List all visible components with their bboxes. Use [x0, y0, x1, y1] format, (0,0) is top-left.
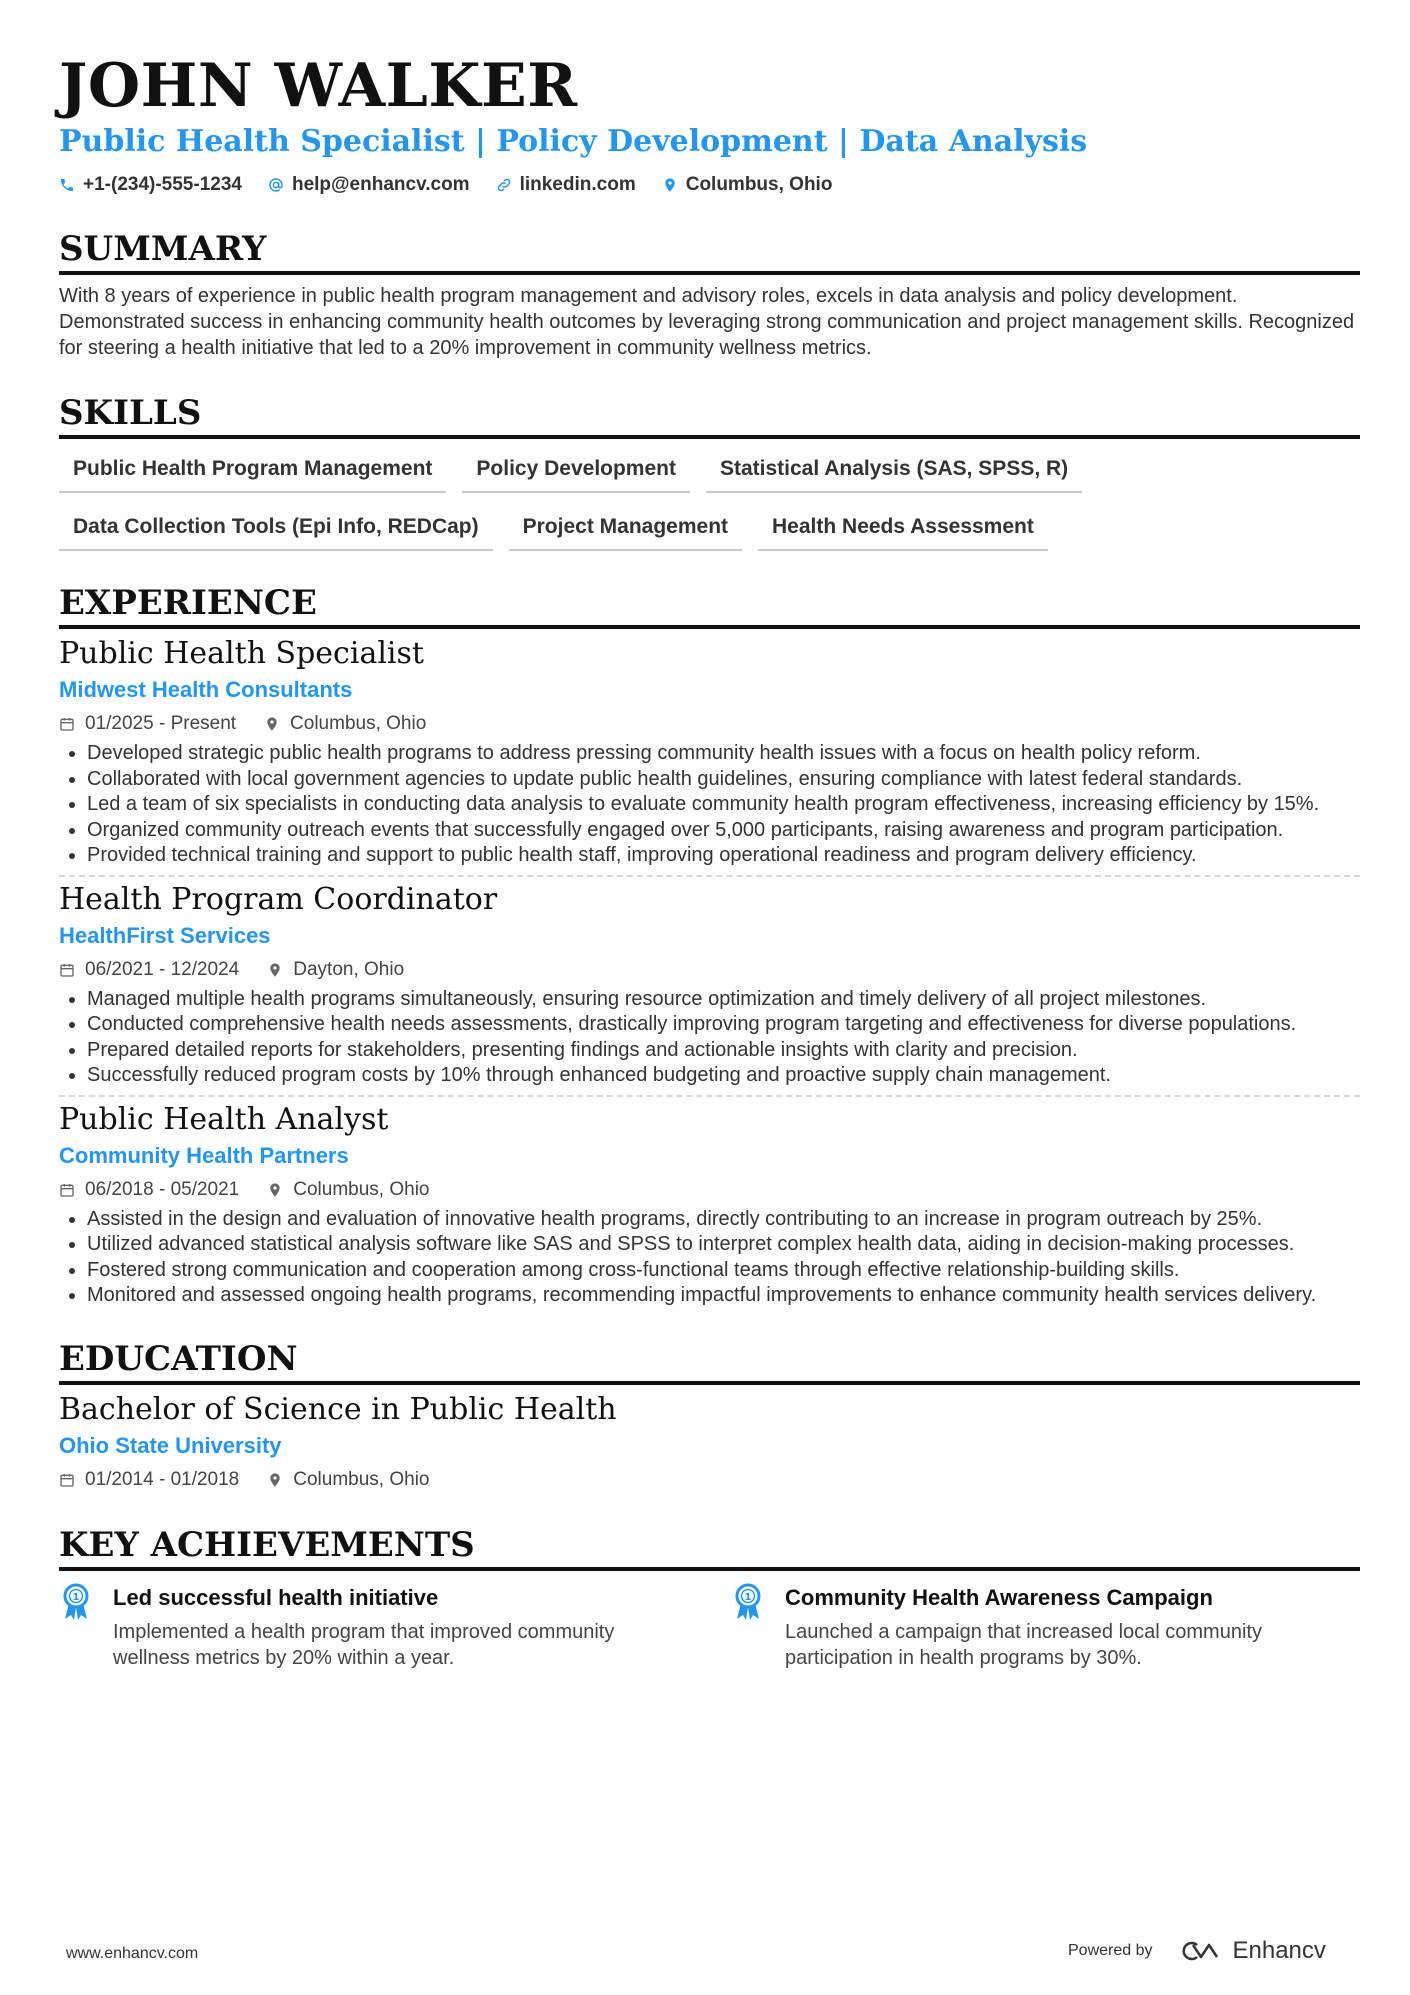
- job-bullet: • Utilized advanced statistical analysis software like SAS and SPSS to interpret complex health data, aiding in decision-making processes.: [87, 1232, 1360, 1258]
- job-location-text: Columbus, Ohio: [293, 1178, 430, 1200]
- location-pin-icon: [662, 177, 678, 193]
- job-title: Public Health Analyst: [59, 1101, 389, 1137]
- phone-icon: [59, 177, 75, 193]
- skill-tag: Statistical Analysis (SAS, SPSS, R): [706, 451, 1082, 493]
- summary-text: With 8 years of experience in public health program management and advisory roles, excels in data analysis and policy development. Demonstrated success in enhancing community health outcomes by leveraging strong communication and project management skills. Recognized for steering a health initiative that led to a 20% improvement in community wellness metrics.: [59, 285, 1355, 359]
- skills-list: [59, 451, 1259, 551]
- experience-section: [59, 581, 1360, 1309]
- calendar-icon: [59, 1472, 75, 1488]
- job-bullet: • Assisted in the design and evaluation of innovative health programs, directly contributing to an increase in program outreach by 25%.: [87, 1207, 1360, 1233]
- summary-section: [59, 227, 1360, 361]
- brand-name: Enhancv: [1232, 1937, 1326, 1964]
- resume-page: [59, 50, 1360, 1671]
- job-meta: [59, 1177, 1360, 1203]
- job-dates: [59, 1177, 239, 1203]
- job-bullet: • Managed multiple health programs simultaneously, ensuring resource optimization and timely delivery of all project milestones.: [87, 987, 1360, 1013]
- company-name: HealthFirst Services: [59, 922, 271, 948]
- contact-email[interactable]: [268, 174, 470, 196]
- resume-header: [59, 50, 1360, 196]
- job-entry: [59, 881, 1360, 1097]
- calendar-icon: [59, 962, 75, 978]
- company-name: Community Health Partners: [59, 1142, 349, 1168]
- education-meta: [59, 1467, 1360, 1493]
- skill-tag: Project Management: [509, 509, 742, 551]
- location-text: Columbus, Ohio: [685, 174, 833, 195]
- job-location-text: Columbus, Ohio: [290, 713, 427, 734]
- svg-text:1: 1: [72, 1591, 80, 1603]
- contact-phone[interactable]: [59, 174, 242, 196]
- location-pin-icon: [267, 1472, 283, 1488]
- achievement-description: Implemented a health program that improved community wellness metrics by 20% within a year.: [113, 1620, 615, 1669]
- email-text: help@enhancv.com: [291, 174, 470, 195]
- calendar-icon: [59, 1182, 75, 1198]
- job-location: [267, 1177, 429, 1203]
- job-dates-text: 06/2021 - 12/2024: [85, 958, 240, 980]
- link-icon: [496, 177, 512, 193]
- job-entry: [59, 1101, 1360, 1309]
- achievement-item: [59, 1583, 679, 1671]
- job-bullets: [59, 1207, 1360, 1309]
- job-bullets: [59, 987, 1360, 1089]
- job-bullet: • Fostered strong communication and cooperation among cross-functional teams through effective relationship-building skills.: [87, 1258, 1360, 1284]
- job-dates-text: 06/2018 - 05/2021: [85, 1178, 240, 1200]
- location-pin-icon: [264, 716, 280, 732]
- achievements-heading: KEY ACHIEVEMENTS: [59, 1523, 1360, 1571]
- location-pin-icon: [267, 962, 283, 978]
- calendar-icon: [59, 716, 75, 732]
- footer-branding: [1068, 1937, 1326, 1965]
- job-bullet: • Monitored and assessed ongoing health programs, recommending impactful improvements to enhance community health services delivery.: [87, 1283, 1360, 1309]
- powered-by-label: Powered by: [1068, 1942, 1153, 1959]
- summary-heading: SUMMARY: [59, 227, 1360, 275]
- achievement-description: Launched a campaign that increased local community participation in health programs by 30%.: [785, 1620, 1262, 1669]
- contact-location: [662, 174, 833, 196]
- enhancv-logo[interactable]: [1179, 1937, 1326, 1965]
- education-dates: [59, 1467, 239, 1493]
- skill-tag: Public Health Program Management: [59, 451, 446, 493]
- company-name: Midwest Health Consultants: [59, 677, 353, 702]
- school-name: Ohio State University: [59, 1432, 282, 1458]
- education-location: [267, 1467, 429, 1493]
- svg-text:1: 1: [744, 1591, 752, 1603]
- education-section: [59, 1337, 1360, 1493]
- experience-heading: EXPERIENCE: [59, 581, 1360, 629]
- award-ribbon-icon: [59, 1583, 93, 1671]
- education-dates-text: 01/2014 - 01/2018: [85, 1468, 240, 1490]
- job-location: [267, 957, 404, 983]
- contact-linkedin[interactable]: [496, 174, 636, 196]
- job-location-text: Dayton, Ohio: [293, 958, 405, 980]
- job-bullet: • Conducted comprehensive health needs assessments, drastically improving program targeting and effectiveness for diverse populations.: [87, 1012, 1360, 1038]
- job-meta: [59, 711, 1360, 737]
- job-bullet: • Collaborated with local government agencies to update public health guidelines, ensuring compliance with latest federal standards.: [87, 767, 1360, 793]
- achievement-title: Led successful health initiative: [113, 1584, 439, 1610]
- education-heading: EDUCATION: [59, 1337, 1360, 1385]
- skill-tag: Data Collection Tools (Epi Info, REDCap): [59, 509, 493, 551]
- job-title: Public Health Specialist: [59, 636, 424, 671]
- job-bullet: • Developed strategic public health programs to address pressing community health issues with a focus on health policy reform.: [87, 741, 1360, 767]
- job-dates: [59, 957, 239, 983]
- contact-bar: [59, 174, 1360, 196]
- job-bullet: • Led a team of six specialists in conducting data analysis to evaluate community health program effectiveness, increasing efficiency by 15%.: [87, 792, 1360, 818]
- job-bullets: [59, 741, 1360, 869]
- achievement-item: [731, 1583, 1351, 1671]
- enhancv-logo-icon: [1179, 1939, 1223, 1963]
- achievements-grid: [59, 1583, 1360, 1671]
- skill-tag: Policy Development: [462, 451, 690, 493]
- candidate-name: JOHN WALKER: [59, 51, 578, 121]
- skill-tag: Health Needs Assessment: [758, 509, 1048, 551]
- location-pin-icon: [267, 1182, 283, 1198]
- achievement-title: Community Health Awareness Campaign: [785, 1584, 1213, 1610]
- job-title: Health Program Coordinator: [59, 881, 498, 917]
- award-ribbon-icon: [731, 1583, 765, 1671]
- job-bullet: • Provided technical training and support to public health staff, improving operational readiness and program delivery efficiency.: [87, 843, 1360, 869]
- phone-text: +1-(234)-555-1234: [83, 174, 242, 195]
- job-divider: [59, 1095, 1360, 1097]
- at-icon: [268, 177, 284, 193]
- degree-title: Bachelor of Science in Public Health: [59, 1391, 617, 1427]
- achievements-section: [59, 1523, 1360, 1671]
- job-bullet: • Successfully reduced program costs by 10% through enhanced budgeting and proactive supply chain management.: [87, 1063, 1360, 1089]
- job-bullet: • Prepared detailed reports for stakeholders, presenting findings and actionable insights with clarity and precision.: [87, 1038, 1360, 1064]
- job-bullet: • Organized community outreach events that successfully engaged over 5,000 participants, raising awareness and program participation.: [87, 818, 1360, 844]
- job-location: [264, 711, 426, 737]
- education-entry: [59, 1391, 1360, 1493]
- job-entry: [59, 635, 1360, 877]
- skills-section: [59, 391, 1360, 551]
- education-location-text: Columbus, Ohio: [293, 1468, 430, 1490]
- candidate-headline: Public Health Specialist | Policy Development | Data Analysis: [59, 124, 1088, 159]
- job-meta: [59, 957, 1360, 983]
- job-dates-text: 01/2025 - Present: [85, 713, 237, 734]
- footer-website[interactable]: www.enhancv.com: [66, 1945, 199, 1962]
- job-divider: [59, 875, 1360, 877]
- job-dates: [59, 711, 236, 737]
- skills-heading: SKILLS: [59, 391, 1360, 439]
- linkedin-text: linkedin.com: [519, 174, 636, 195]
